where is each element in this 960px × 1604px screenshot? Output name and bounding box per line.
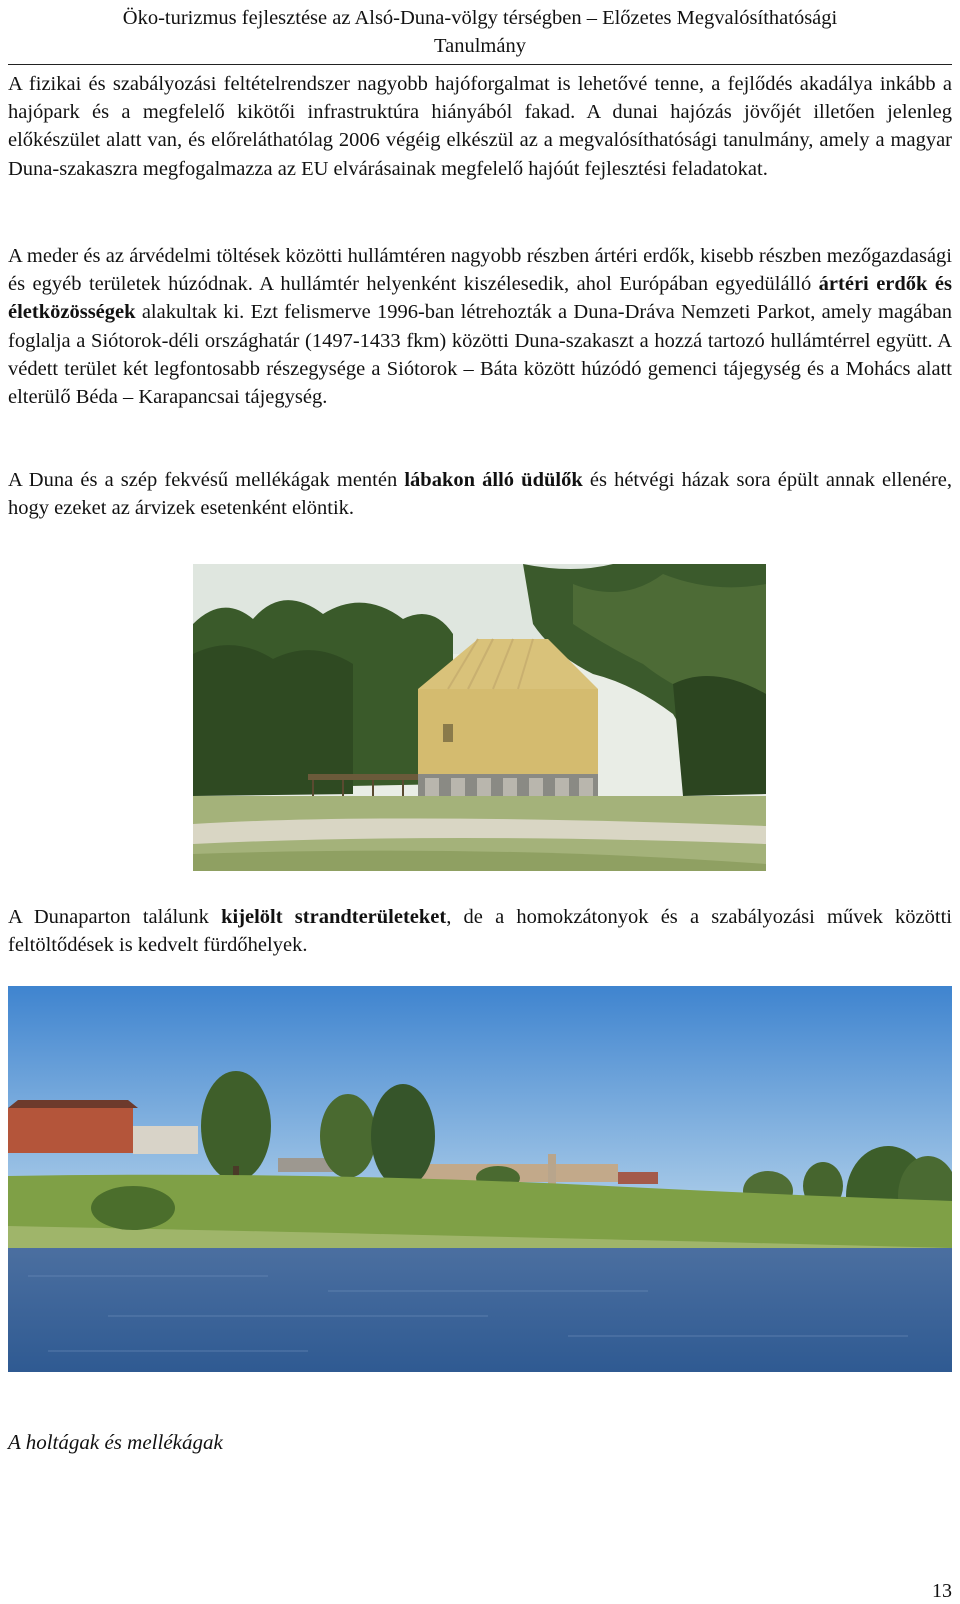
bold-stilt-houses: lábakon álló üdülők <box>404 469 583 491</box>
figure-caption: A holtágak és mellékágak <box>8 1430 223 1454</box>
paragraph-shipping: A fizikai és szabályozási feltételrendszer nagyobb hajóforgalmat is lehetővé tenne, a fejlődés akadálya inkább a hajópark és a megfelelő kikötői infrastruktúra hiányából fakad. A dunai hajózás jövőjét illetően jelenleg előkészület alatt van, és előreláthatólag 2006 végéig elkészül az a megvalósíthatósági tanulmány, amely a magyar Duna-szakaszra megfogalmazza az EU elvárásainak megfelelő hajóút fejlesztési feladatokat. <box>8 73 952 180</box>
bold-floodplain-forests: ártéri erdők és életközösségek <box>8 273 952 324</box>
page-number: 13 <box>932 1580 952 1602</box>
paragraph-floodplain: A meder és az árvédelmi töltések közötti hullámtéren nagyobb részben ártéri erdők, kisebb részben mezőgazdasági és egyéb területek húzódnak. A hullámtér helyenként kiszélesedik, ahol Európában egyedülálló ártéri erdők és életközösségek alakultak ki. Ezt felismerve 1996-ban létrehozták a Duna-Dráva Nemzeti Parkot, amely magában foglalja a Siótorok-déli országhatár (1497-1433 fkm) közötti Duna-szakaszt a hozzá tartozó hullámtérrel együtt. A védett terület két legfontosabb részegysége a Siótorok – Báta között húzódó gemenci tájegység és a Mohács alatt elterülő Béda – Karapancsai tájegység. <box>8 245 952 409</box>
bold-designated-beaches: kijelölt strandterületeket <box>221 906 447 928</box>
paragraph-beaches: A Dunaparton találunk kijelölt strandterületeket, de a homokzátonyok és a szabályozási művek közötti feltöltődések is kedvelt fürdőhelyek. <box>8 906 952 957</box>
header-line-1: Öko-turizmus fejlesztése az Alsó-Duna-völgy térségben – Előzetes Megvalósíthatósági <box>122 7 838 29</box>
danube-riverbank-photo <box>8 986 952 1372</box>
header-line-2: Tanulmány <box>434 35 526 57</box>
page-header <box>8 4 952 65</box>
paragraph-stilt-houses: A Duna és a szép fekvésű mellékágak mentén lábakon álló üdülők és hétvégi házak sora épült annak ellenére, hogy ezeket az árvizek esetenként elöntik. <box>8 469 952 520</box>
stilt-house-photo <box>193 564 766 871</box>
